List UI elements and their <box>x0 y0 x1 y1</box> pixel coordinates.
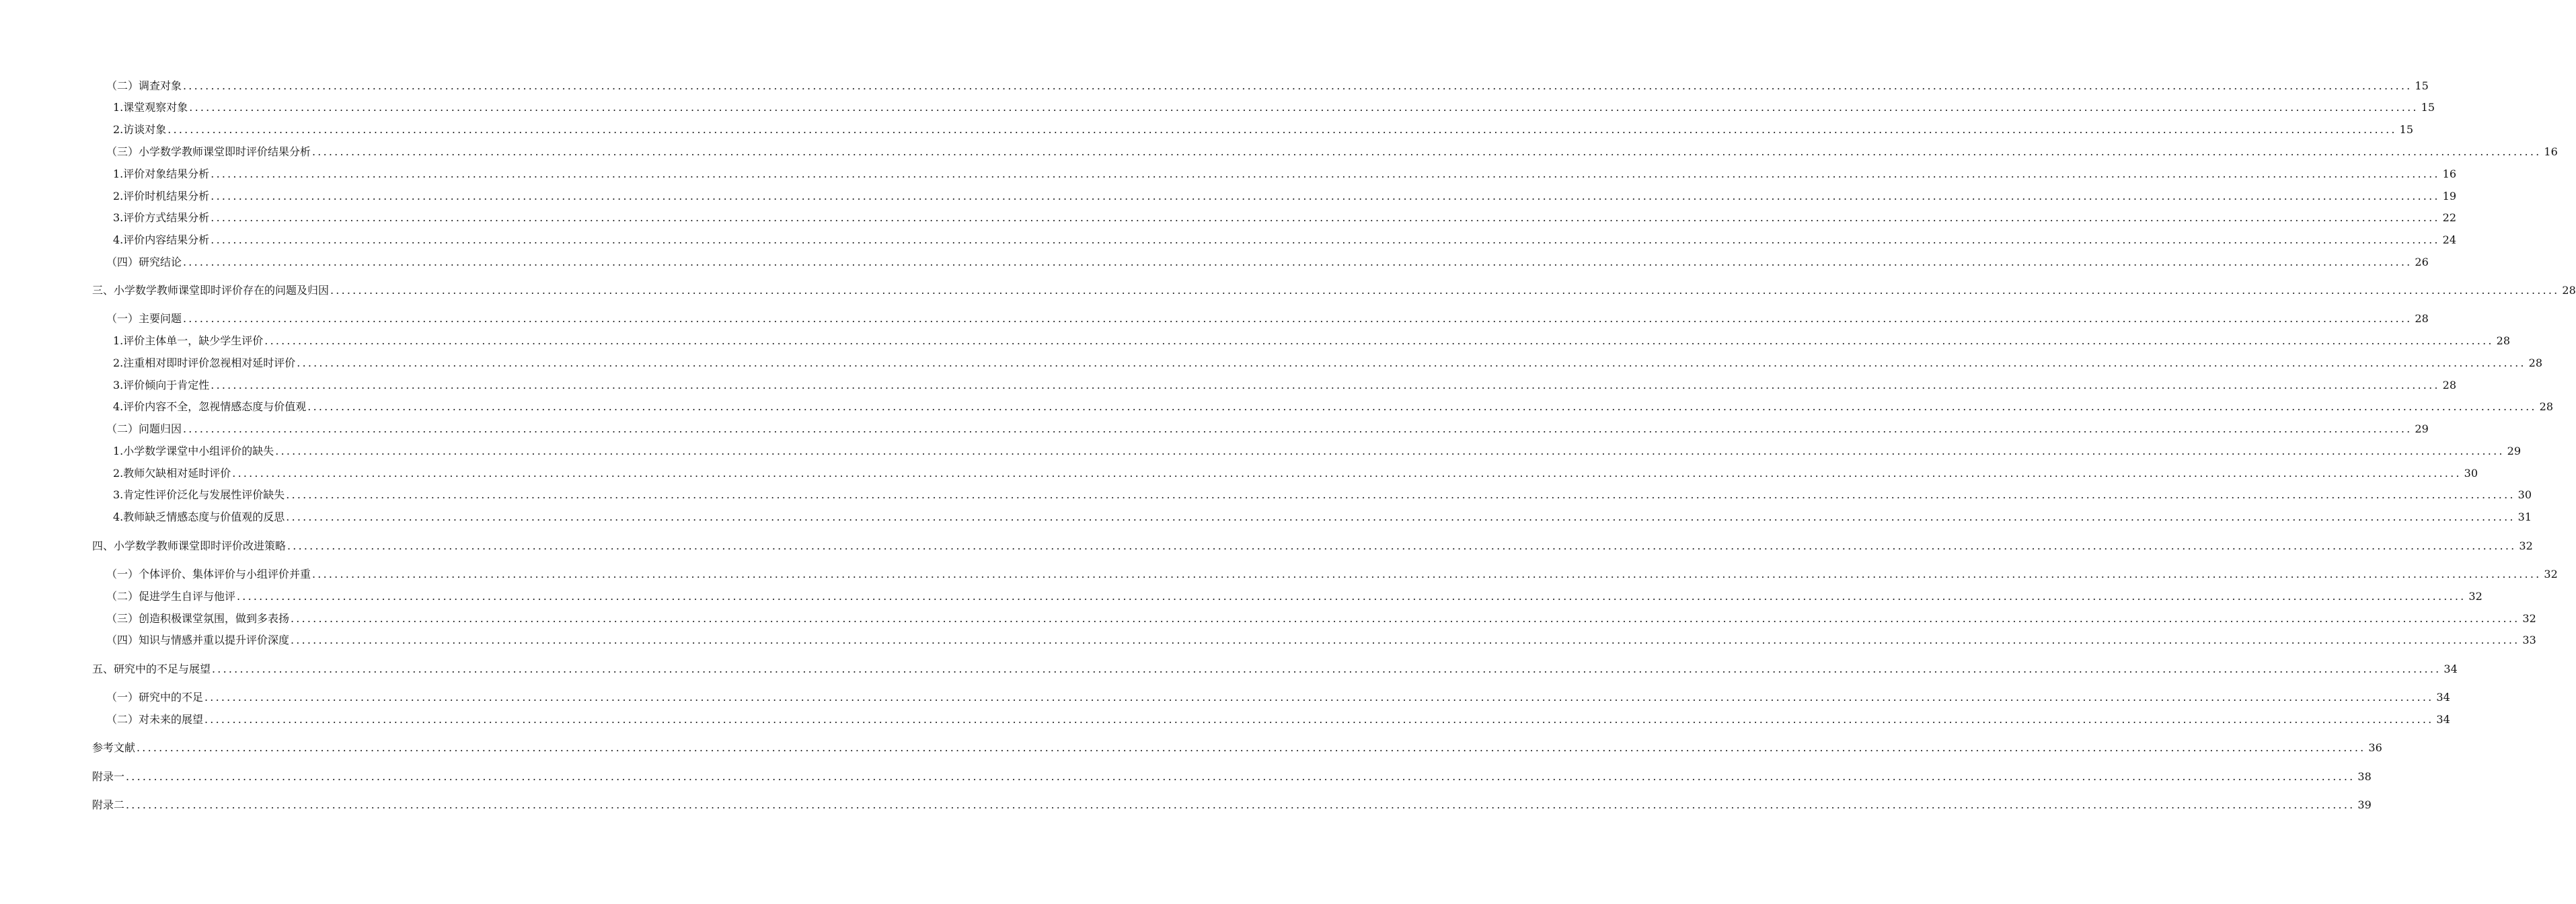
toc-entry-label: 1.课堂观察对象 <box>113 101 188 114</box>
toc-entry-page: 15 <box>2399 123 2414 136</box>
toc-entry-page: 34 <box>2436 713 2450 726</box>
toc-entry-page: 28 <box>2496 334 2511 347</box>
toc-leader-dots: ................................................................................................................................................................................................................................................................................................................................................................................................................ <box>330 284 2560 297</box>
toc-entry-page: 34 <box>2436 691 2450 704</box>
toc-leader-dots: ................................................................................................................................................................................................................................................................................................................................................................................................................ <box>291 612 2520 625</box>
toc-leader-dots: ................................................................................................................................................................................................................................................................................................................................................................................................................ <box>183 422 2413 435</box>
toc-entry <box>106 690 2450 705</box>
toc-leader-dots: ................................................................................................................................................................................................................................................................................................................................................................................................................ <box>137 741 2366 754</box>
toc-entry-page: 28 <box>2562 284 2576 297</box>
toc-entry-page: 31 <box>2517 511 2532 523</box>
toc-entry <box>106 712 2450 727</box>
toc-entry-label: （四）知识与情感并重以提升评价深度 <box>106 634 290 646</box>
toc-entry-label: 2.教师欠缺相对延时评价 <box>113 467 231 480</box>
toc-entry <box>106 567 2558 582</box>
toc-entry-label: 2.注重相对即时评价忽视相对延时评价 <box>113 356 296 369</box>
toc-entry <box>113 444 2522 459</box>
toc-entry <box>92 741 2382 755</box>
toc-entry <box>106 145 2558 159</box>
toc-leader-dots: ................................................................................................................................................................................................................................................................................................................................................................................................................ <box>211 379 2440 391</box>
toc-entry <box>106 611 2536 626</box>
toc-entry <box>113 400 2554 414</box>
toc-leader-dots: ................................................................................................................................................................................................................................................................................................................................................................................................................ <box>126 770 2355 783</box>
toc-entry <box>113 510 2532 525</box>
toc-entry-page: 39 <box>2357 798 2372 811</box>
toc-leader-dots: ................................................................................................................................................................................................................................................................................................................................................................................................................ <box>287 539 2517 552</box>
toc-entry-page: 29 <box>2415 422 2429 435</box>
toc-entry-label: 3.评价倾向于肯定性 <box>113 379 210 391</box>
toc-entry <box>92 283 2576 298</box>
toc-entry <box>106 422 2429 437</box>
toc-entry-label: 四、小学数学教师课堂即时评价改进策略 <box>92 539 287 552</box>
toc-leader-dots: ................................................................................................................................................................................................................................................................................................................................................................................................................ <box>291 634 2520 646</box>
toc-leader-dots: ................................................................................................................................................................................................................................................................................................................................................................................................................ <box>237 590 2466 603</box>
toc-entry-page: 15 <box>2415 79 2429 92</box>
toc-leader-dots: ................................................................................................................................................................................................................................................................................................................................................................................................................ <box>307 400 2537 413</box>
toc-entry-page: 28 <box>2415 312 2429 325</box>
toc-entry-label: （二）促进学生自评与他评 <box>106 590 236 603</box>
toc-leader-dots: ................................................................................................................................................................................................................................................................................................................................................................................................................ <box>204 691 2434 704</box>
toc-entry-label: （四）研究结论 <box>106 256 182 268</box>
toc-entry <box>113 233 2457 248</box>
toc-entry-label: （三）创造积极课堂氛围，做到多表扬 <box>106 612 290 625</box>
toc-entry-label: 1.小学数学课堂中小组评价的缺失 <box>113 445 274 457</box>
toc-entry <box>92 662 2458 677</box>
toc-entry <box>113 189 2457 204</box>
toc-entry-page: 36 <box>2368 741 2382 754</box>
toc-entry <box>106 633 2536 648</box>
toc-entry-page: 24 <box>2442 233 2457 246</box>
toc-entry-label: （一）个体评价、集体评价与小组评价并重 <box>106 568 311 580</box>
toc-entry <box>92 798 2372 813</box>
toc-leader-dots: ................................................................................................................................................................................................................................................................................................................................................................................................................ <box>232 467 2462 480</box>
toc-leader-dots: ................................................................................................................................................................................................................................................................................................................................................................................................................ <box>126 798 2355 811</box>
toc-entry <box>113 356 2543 371</box>
toc-leader-dots: ................................................................................................................................................................................................................................................................................................................................................................................................................ <box>312 568 2542 580</box>
toc-entry-page: 32 <box>2519 539 2533 552</box>
toc-entry-page: 38 <box>2357 770 2372 783</box>
toc-leader-dots: ................................................................................................................................................................................................................................................................................................................................................................................................................ <box>167 123 2397 136</box>
toc-entry-page: 28 <box>2539 400 2554 413</box>
toc-entry-page: 22 <box>2442 211 2457 224</box>
toc-entry <box>113 466 2478 481</box>
toc-entry-page: 34 <box>2444 663 2458 675</box>
toc-entry-page: 32 <box>2522 612 2536 625</box>
toc-entry-label: 五、研究中的不足与展望 <box>92 663 211 675</box>
toc-leader-dots: ................................................................................................................................................................................................................................................................................................................................................................................................................ <box>183 256 2413 268</box>
toc-entry-label: 4.评价内容不全，忽视情感态度与价值观 <box>113 400 307 413</box>
toc-entry-label: （一）研究中的不足 <box>106 691 204 704</box>
toc-entry-label: 4.评价内容结果分析 <box>113 233 210 246</box>
toc-entry <box>113 122 2414 137</box>
toc-entry <box>92 539 2533 554</box>
toc-entry-page: 32 <box>2468 590 2483 603</box>
toc-entry-label: （二）对未来的展望 <box>106 713 204 726</box>
toc-leader-dots: ................................................................................................................................................................................................................................................................................................................................................................................................................ <box>211 190 2440 202</box>
toc-entry <box>113 488 2532 502</box>
toc-entry-label: （二）调查对象 <box>106 79 182 92</box>
toc-entry-page: 29 <box>2507 445 2522 457</box>
toc-entry <box>113 211 2457 225</box>
toc-entry-label: 1.评价对象结果分析 <box>113 167 210 180</box>
toc-entry-label: （三）小学数学教师课堂即时评价结果分析 <box>106 145 311 158</box>
toc-entry <box>92 769 2372 784</box>
toc-entry-page: 16 <box>2544 145 2558 158</box>
toc-entry <box>113 100 2435 115</box>
toc-entry-label: （二）问题归因 <box>106 422 182 435</box>
toc-leader-dots: ................................................................................................................................................................................................................................................................................................................................................................................................................ <box>286 511 2515 523</box>
toc-leader-dots: ................................................................................................................................................................................................................................................................................................................................................................................................................ <box>211 167 2440 180</box>
toc-entry-label: 2.评价时机结果分析 <box>113 190 210 202</box>
toc-entry-page: 30 <box>2517 488 2532 501</box>
toc-leader-dots: ................................................................................................................................................................................................................................................................................................................................................................................................................ <box>297 356 2526 369</box>
toc-entry-page: 16 <box>2442 167 2457 180</box>
toc-entry-label: 附录二 <box>92 798 125 811</box>
toc-entry <box>106 589 2483 604</box>
toc-entry-page: 28 <box>2442 379 2457 391</box>
toc-entry <box>106 255 2429 270</box>
toc-leader-dots: ................................................................................................................................................................................................................................................................................................................................................................................................................ <box>212 663 2441 675</box>
toc-entry-page: 15 <box>2421 101 2435 114</box>
toc-leader-dots: ................................................................................................................................................................................................................................................................................................................................................................................................................ <box>264 334 2494 347</box>
toc-leader-dots: ................................................................................................................................................................................................................................................................................................................................................................................................................ <box>312 145 2542 158</box>
toc-entry <box>113 378 2457 393</box>
toc-entry-page: 32 <box>2544 568 2558 580</box>
toc-leader-dots: ................................................................................................................................................................................................................................................................................................................................................................................................................ <box>204 713 2434 726</box>
toc-leader-dots: ................................................................................................................................................................................................................................................................................................................................................................................................................ <box>275 445 2505 457</box>
toc-leader-dots: ................................................................................................................................................................................................................................................................................................................................................................................................................ <box>211 211 2440 224</box>
toc-leader-dots: ................................................................................................................................................................................................................................................................................................................................................................................................................ <box>286 488 2515 501</box>
toc-entry-page: 33 <box>2522 634 2536 646</box>
toc-leader-dots: ................................................................................................................................................................................................................................................................................................................................................................................................................ <box>211 233 2440 246</box>
toc-entry-label: 参考文献 <box>92 741 136 754</box>
toc-entry-page: 26 <box>2415 256 2429 268</box>
toc-entry <box>113 334 2511 348</box>
toc-entry-page: 28 <box>2528 356 2543 369</box>
toc-entry <box>106 311 2429 326</box>
toc-entry-page: 19 <box>2442 190 2457 202</box>
toc-entry-label: （一）主要问题 <box>106 312 182 325</box>
toc-leader-dots: ................................................................................................................................................................................................................................................................................................................................................................................................................ <box>183 79 2413 92</box>
toc-entry-page: 30 <box>2464 467 2478 480</box>
toc-entry-label: 1.评价主体单一，缺少学生评价 <box>113 334 264 347</box>
toc-entry-label: 附录一 <box>92 770 125 783</box>
toc-leader-dots: ................................................................................................................................................................................................................................................................................................................................................................................................................ <box>189 101 2419 114</box>
toc-entry-label: 3.评价方式结果分析 <box>113 211 210 224</box>
toc-entry <box>113 167 2457 182</box>
toc-entry-label: 2.访谈对象 <box>113 123 167 136</box>
toc-entry-label: 三、小学数学教师课堂即时评价存在的问题及归因 <box>92 284 330 297</box>
toc-entry <box>106 79 2429 93</box>
toc-entry-label: 4.教师缺乏情感态度与价值观的反思 <box>113 511 285 523</box>
toc-entry-label: 3.肯定性评价泛化与发展性评价缺失 <box>113 488 285 501</box>
toc-leader-dots: ................................................................................................................................................................................................................................................................................................................................................................................................................ <box>183 312 2413 325</box>
